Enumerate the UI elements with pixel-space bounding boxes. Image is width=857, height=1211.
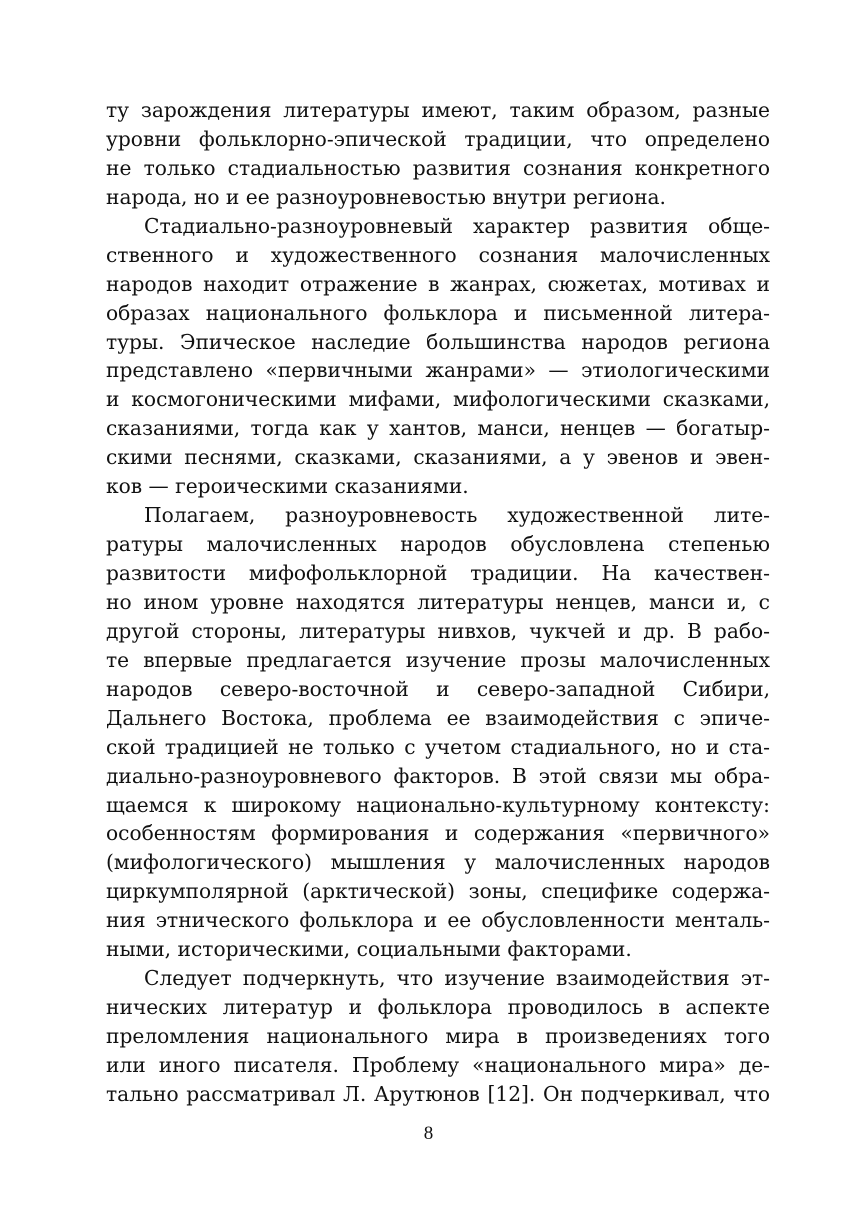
text-line: (мифологического) мышления у малочисленных народов (106, 850, 770, 875)
page-number: 8 (423, 1123, 434, 1144)
body-text (106, 96, 770, 1109)
text-line: скими песнями, сказками, сказаниями, а у эвенов и эвен- (106, 445, 770, 470)
text-line: но ином уровне находятся литературы ненцев, манси и, с (106, 589, 770, 614)
text-line: развитости мифофольклорной традиции. На качествен- (106, 561, 770, 585)
text-line: образах национального фольклора и письменной литера- (106, 300, 770, 325)
text-line: те впервые предлагается изучение прозы малочисленных (106, 647, 770, 672)
text-line: диально-разноуровневого факторов. В этой связи мы обра- (106, 763, 770, 788)
text-line: народа, но и ее разноуровневостью внутри региона. (106, 184, 666, 209)
paragraph-first-line: Стадиально-разноуровневый характер развития обще- (144, 213, 770, 238)
text-line: и космогоническими мифами, мифологическими сказками, (106, 387, 770, 412)
text-line: народов северо-восточной и северо-западной Сибири, (106, 676, 770, 701)
text-line: уровни фольклорно-эпической традиции, что определено (106, 126, 770, 151)
text-line: ратуры малочисленных народов обусловлена степенью (106, 532, 770, 557)
text-line: сказаниями, тогда как у хантов, манси, ненцев — богатыр- (106, 416, 770, 441)
text-line: народов находит отражение в жанрах, сюжетах, мотивах и (106, 271, 770, 296)
text-line: ния этнического фольклора и ее обусловленности менталь- (106, 908, 770, 933)
text-line: нических литератур и фольклора проводилось в аспекте (106, 995, 770, 1020)
text-line: ными, историческими, социальными факторами. (106, 937, 632, 962)
paragraph-first-line: Следует подчеркнуть, что изучение взаимодействия эт- (144, 966, 770, 991)
text-line: особенностям формирования и содержания «первичного» (106, 821, 770, 846)
paragraph-first-line: Полагаем, разноуровневость художественной лите- (144, 503, 770, 528)
text-line: не только стадиальностью развития сознания конкретного (106, 155, 770, 180)
text-line: тально рассматривал Л. Арутюнов [12]. Он подчеркивал, что (106, 1081, 770, 1106)
text-line: ственного и художественного сознания малочисленных (106, 242, 770, 267)
text-line: циркумполярной (арктической) зоны, специфике содержа- (106, 879, 770, 904)
text-line: или иного писателя. Проблему «национального мира» де- (106, 1052, 770, 1077)
text-line: ской традицией не только с учетом стадиального, но и ста- (106, 734, 770, 759)
text-line: Дальнего Востока, проблема ее взаимодействия с эпиче- (106, 705, 770, 730)
text-line: преломления национального мира в произведениях того (106, 1024, 770, 1048)
text-line: щаемся к широкому национально-культурному контексту: (106, 792, 770, 817)
text-line: туры. Эпическое наследие большинства народов региона (106, 329, 770, 354)
text-line: ков — героическими сказаниями. (106, 474, 469, 499)
text-line: представлено «первичными жанрами» — этиологическими (106, 358, 770, 383)
text-line: другой стороны, литературы нивхов, чукчей и др. В рабо- (106, 618, 770, 643)
text-line: ту зарождения литературы имеют, таким образом, разные (106, 98, 770, 122)
